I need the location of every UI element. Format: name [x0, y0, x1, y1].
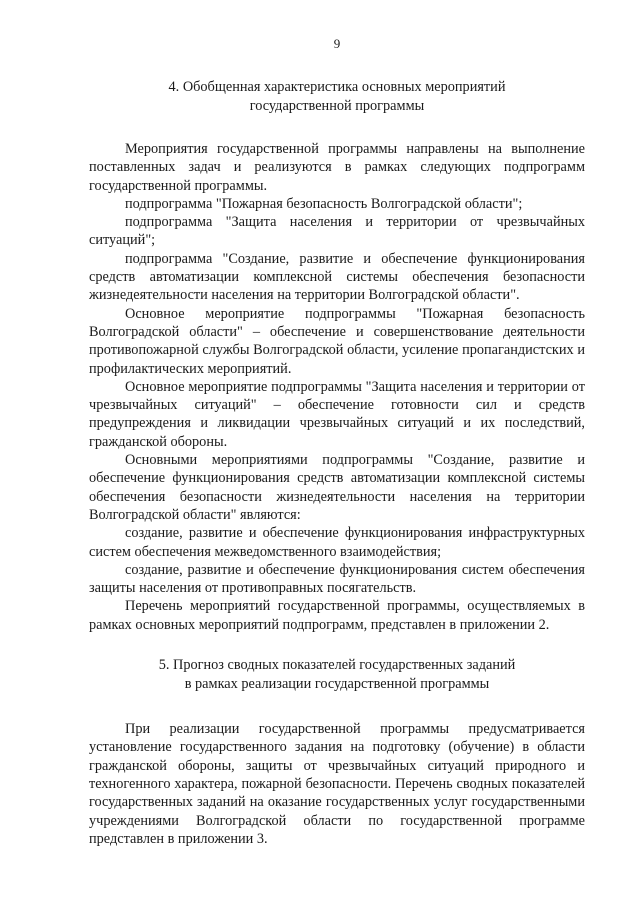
section-spacer: [89, 634, 585, 656]
paragraph: подпрограмма "Защита населения и территории от чрезвычайных ситуаций";: [89, 214, 585, 249]
paragraph: подпрограмма "Создание, развитие и обеспечение функционирования средств автоматизации комплексной системы обеспечения безопасности жизнедеятельности населения на территории Волгоградской области".: [89, 250, 585, 304]
paragraph: При реализации государственной программы предусматривается установление государственного задания на подготовку (обучение) в области гражданской обороны, защиты от чрезвычайных ситуаций природного и техногенного характера, пожарной безопасности. Перечень сводных показателей государственных заданий на оказание государственных услуг государственными учреждениями Волгоградской области по государственной программе представлен в приложении 3.: [89, 721, 585, 847]
paragraph: создание, развитие и обеспечение функционирования инфраструктурных систем обеспечения межведомственного взаимодействия;: [89, 525, 585, 560]
section-4-body: [89, 140, 585, 634]
section-4-heading: [89, 78, 585, 116]
paragraph: создание, развитие и обеспечение функционирования систем обеспечения защиты населения от противоправных посягательств.: [89, 561, 585, 597]
paragraph: подпрограмма "Пожарная безопасность Волгоградской области";: [125, 195, 523, 212]
section-5-heading-line-1: 5. Прогноз сводных показателей государственных заданий: [158, 657, 516, 674]
paragraph: Перечень мероприятий государственной программы, осуществляемых в рамках основных мероприятий подпрограмм, представлен в приложении 2.: [89, 598, 585, 633]
paragraph: Основными мероприятиями подпрограммы "Создание, развитие и обеспечение функционирования средств автоматизации комплексной системы обеспечения безопасности жизнедеятельности населения на территории Волгоградской области" являются:: [89, 452, 585, 523]
paragraph: Основное мероприятие подпрограммы "Защита населения и территории от чрезвычайных ситуаций" – обеспечение готовности сил и средств предупреждения и ликвидации чрезвычайных ситуаций и их последствий, гражданской обороны.: [89, 378, 585, 450]
section-5-body: [89, 720, 585, 848]
paragraph: Основное мероприятие подпрограммы "Пожарная безопасность Волгоградской области" – обеспечение и совершенствование деятельности противопожарной службы Волгоградской области, усиление пропагандистских и профилактических мероприятий.: [89, 305, 585, 377]
section-5-heading: [89, 656, 585, 694]
section-4-heading-line-2: государственной программы: [249, 98, 425, 114]
paragraph: Мероприятия государственной программы направлены на выполнение поставленных задач и реализуются в рамках следующих подпрограмм государственной программы.: [89, 141, 585, 194]
section-4-heading-line-1: 4. Обобщенная характеристика основных мероприятий: [168, 79, 506, 95]
section-5-heading-line-2: в рамках реализации государственной программы: [184, 676, 490, 693]
page-number: 9: [333, 36, 341, 51]
